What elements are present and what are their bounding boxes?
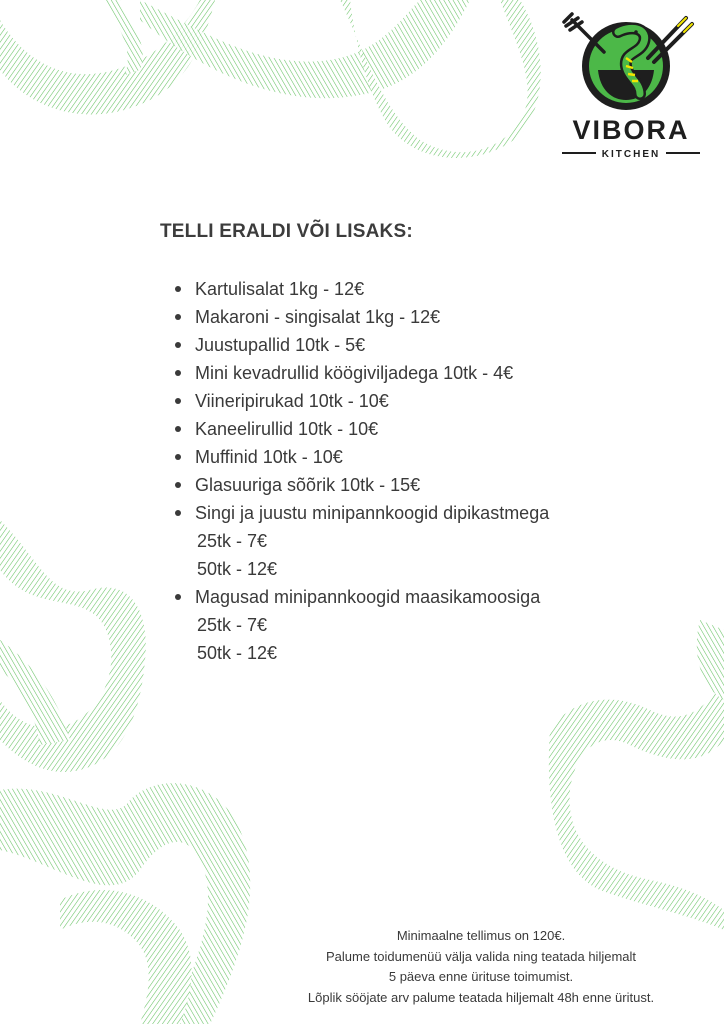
page-heading: TELLI ERALDI VÕI LISAKS: [160, 221, 413, 242]
menu-item: Kartulisalat 1kg - 12€ [175, 275, 549, 303]
menu-item: Glasuuriga sõõrik 10tk - 15€ [175, 471, 549, 499]
menu-subitem: 50tk - 12€ [197, 643, 278, 663]
menu-item: Muffinid 10tk - 10€ [175, 443, 549, 471]
menu-item: Kaneelirullid 10tk - 10€ [175, 415, 549, 443]
footer-line: Minimaalne tellimus on 120€. [396, 928, 566, 943]
menu-subitem: 25tk - 7€ [197, 615, 268, 635]
menu-item: Viineripirukad 10tk - 10€ [175, 387, 549, 415]
menu-item: Juustupallid 10tk - 5€ [175, 331, 549, 359]
menu-item: Makaroni - singisalat 1kg - 12€ [175, 303, 549, 331]
menu-subitem: 50tk - 12€ [197, 559, 278, 579]
ribbon-left-middle [0, 520, 146, 772]
brand-sub: KITCHEN [601, 149, 661, 160]
ribbon-bottom-right [549, 620, 724, 930]
footer-line: Lõplik sööjate arv palume teatada hiljemalt 48h enne üritust. [307, 989, 655, 1005]
vibora-logo-icon [556, 10, 706, 160]
ribbon-top-left [0, 0, 215, 114]
brand-name: VIBORA [572, 115, 690, 145]
menu-list [175, 275, 549, 667]
menu-item: Mini kevadrullid köögiviljadega 10tk - 4€ [175, 359, 549, 387]
ribbon-bottom-left [0, 783, 250, 1024]
menu-subitem: 25tk - 7€ [197, 531, 268, 551]
footer-line: Palume toidumenüü välja valida ning teatada hiljemalt [325, 948, 637, 964]
vibora-kitchen-logo [556, 10, 706, 160]
footer-line: 5 päeva enne ürituse toimumist. [388, 969, 574, 984]
footer-notes [260, 926, 702, 1008]
menu-item: Magusad minipannkoogid maasikamoosiga [175, 583, 549, 611]
menu-item: Singi ja juustu minipannkoogid dipikastmega [175, 499, 549, 527]
